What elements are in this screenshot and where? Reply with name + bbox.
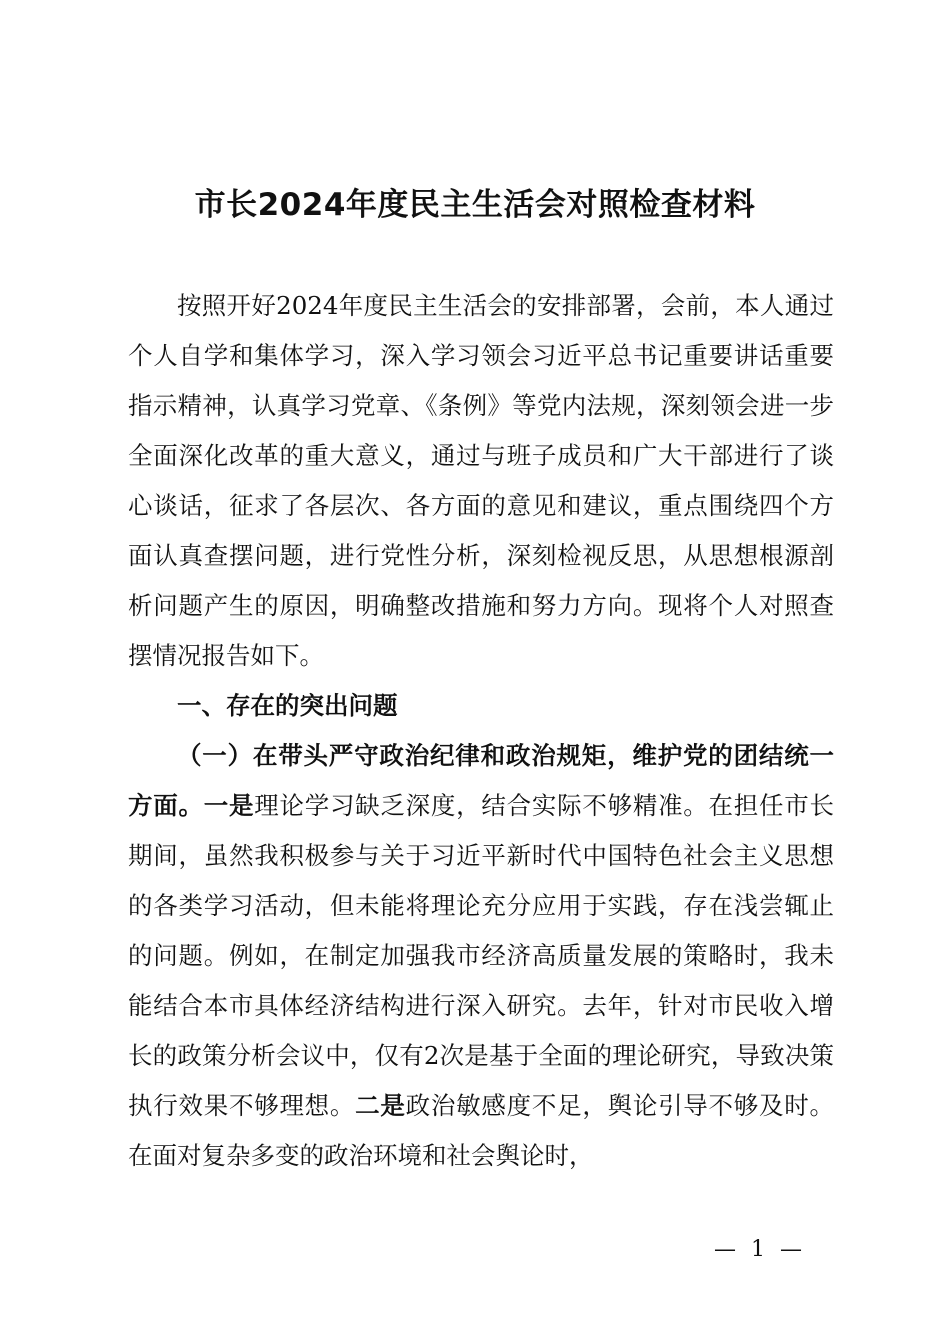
point-1-label: 一是 bbox=[203, 791, 255, 820]
point-1-text: 理论学习缺乏深度，结合实际不够精准。在担任市长期间，虽然我积极参与关于习近平新时代中国特色社会主义思想的各类学习活动，但未能将理论充分应用于实践，存在浅尝辄止的问题。例如，在制定加强我市经济高质量发展的策略时，我未能结合本市具体经济结构进行深入研究。去年，针对市民收入增长的政策分析会议中，仅有2次是基于全面的理论研究，导致决策执行效果不够理想。 bbox=[128, 791, 835, 1120]
intro-paragraph: 按照开好2024年度民主生活会的安排部署，会前，本人通过个人自学和集体学习，深入学习领会习近平总书记重要讲话重要指示精神，认真学习党章、《条例》等党内法规，深刻领会进一步全面深化改革的重大意义，通过与班子成员和广大干部进行了谈心谈话，征求了各层次、各方面的意见和建议，重点围绕四个方面认真查摆问题，进行党性分析，深刻检视反思，从思想根源剖析问题产生的原因，明确整改措施和努力方向。现将个人对照查摆情况报告如下。 bbox=[128, 291, 834, 670]
subsection-heading: （一）在带头严守政治纪律和政治规矩，维护党的团结统一方面。 bbox=[128, 741, 834, 820]
point-2-text: 政治敏感度不足，舆论引导不够及时。在面对复杂多变的政治环境和社会舆论时， bbox=[128, 1091, 835, 1170]
subsection-paragraph-1 bbox=[128, 731, 834, 1181]
section-heading-problems: 一、存在的突出问题 bbox=[177, 691, 398, 720]
document-title: 市长2024年度民主生活会对照检查材料 bbox=[194, 187, 756, 223]
document-body bbox=[128, 281, 834, 1181]
point-2-label: 二是 bbox=[355, 1091, 406, 1120]
page-number: — 1 — bbox=[714, 1237, 806, 1262]
